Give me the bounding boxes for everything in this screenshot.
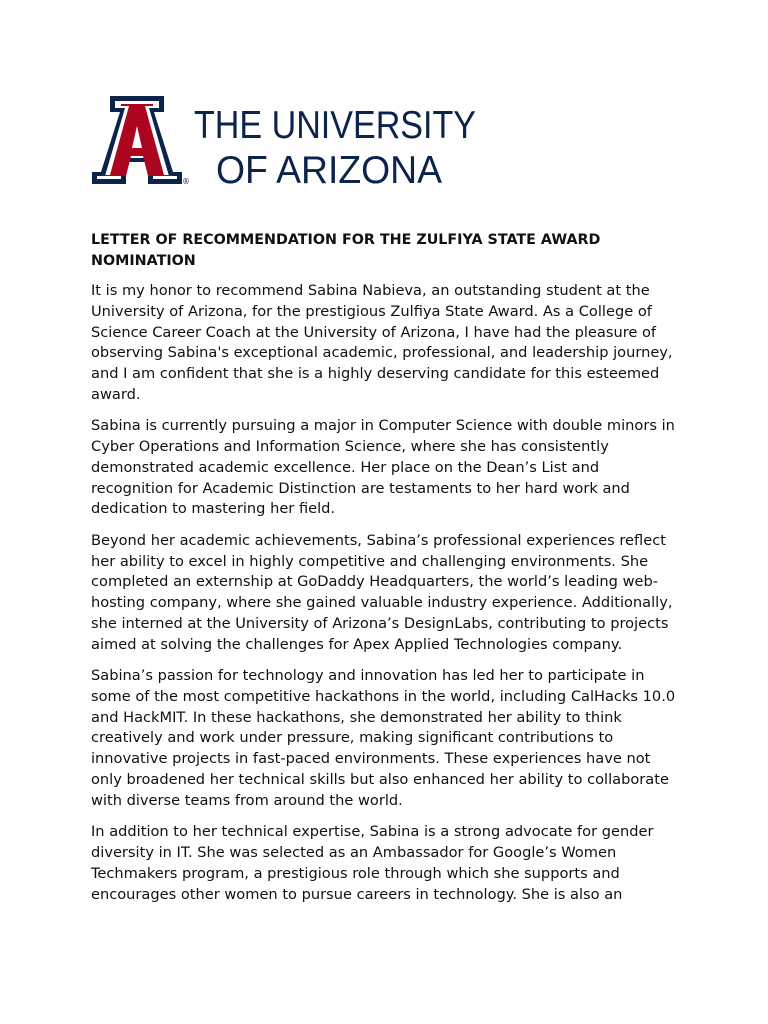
letter-paragraph-5: In addition to her technical expertise, Sabina is a strong advocate for gender diversity in IT. She was selected as an Ambassador for Google’s Women Techmakers program, a prestigious role through which she supports and encourages other women to pursue careers in technology. She is also an bbox=[91, 823, 654, 903]
logo-line-2: OF ARIZONA bbox=[216, 149, 442, 192]
letter-paragraph-4: Sabina’s passion for technology and innovation has led her to participate in some of the most competitive hackathons in the world, including CalHacks 10.0 and HackMIT. In these hackathons, she demonstrated her ability to think creatively and work under pressure, making significant contributions to innovative projects in fast-paced environments. These experiences have not only broadened her technical skills but also enhanced her ability to collaborate with diverse teams from around the world. bbox=[91, 667, 676, 809]
block-a-icon bbox=[92, 96, 182, 184]
logo-line-1: THE UNIVERSITY bbox=[194, 104, 476, 147]
letter-body bbox=[91, 230, 683, 916]
letter-paragraph-2: Sabina is currently pursuing a major in Computer Science with double minors in Cyber Operations and Information Science, where she has consistently demonstrated academic excellence. Her place on the Dean’s List and recognition for Academic Distinction are testaments to her hard work and dedication to mastering her field. bbox=[91, 417, 675, 518]
university-logo bbox=[88, 92, 478, 192]
letter-paragraph-3: Beyond her academic achievements, Sabina’s professional experiences reflect her ability to excel in highly competitive and challenging environments. She completed an externship at GoDaddy Headquarters, the world’s leading web-hosting company, where she gained valuable industry experience. Additionally, she interned at the University of Arizona’s DesignLabs, contributing to projects aimed at solving the challenges for Apex Applied Technologies company. bbox=[91, 531, 673, 653]
registered-mark: ® bbox=[182, 177, 190, 186]
university-logo-graphic bbox=[88, 92, 478, 192]
letter-paragraph-1: It is my honor to recommend Sabina Nabieva, an outstanding student at the University of Arizona, for the prestigious Zulfiya State Award. As a College of Science Career Coach at the University of Arizona, I have had the pleasure of observing Sabina's exceptional academic, professional, and leadership journey, and I am confident that she is a highly deserving candidate for this esteemed award. bbox=[91, 282, 673, 403]
letter-heading: LETTER OF RECOMMENDATION FOR THE ZULFIYA STATE AWARD NOMINATION bbox=[91, 232, 601, 269]
